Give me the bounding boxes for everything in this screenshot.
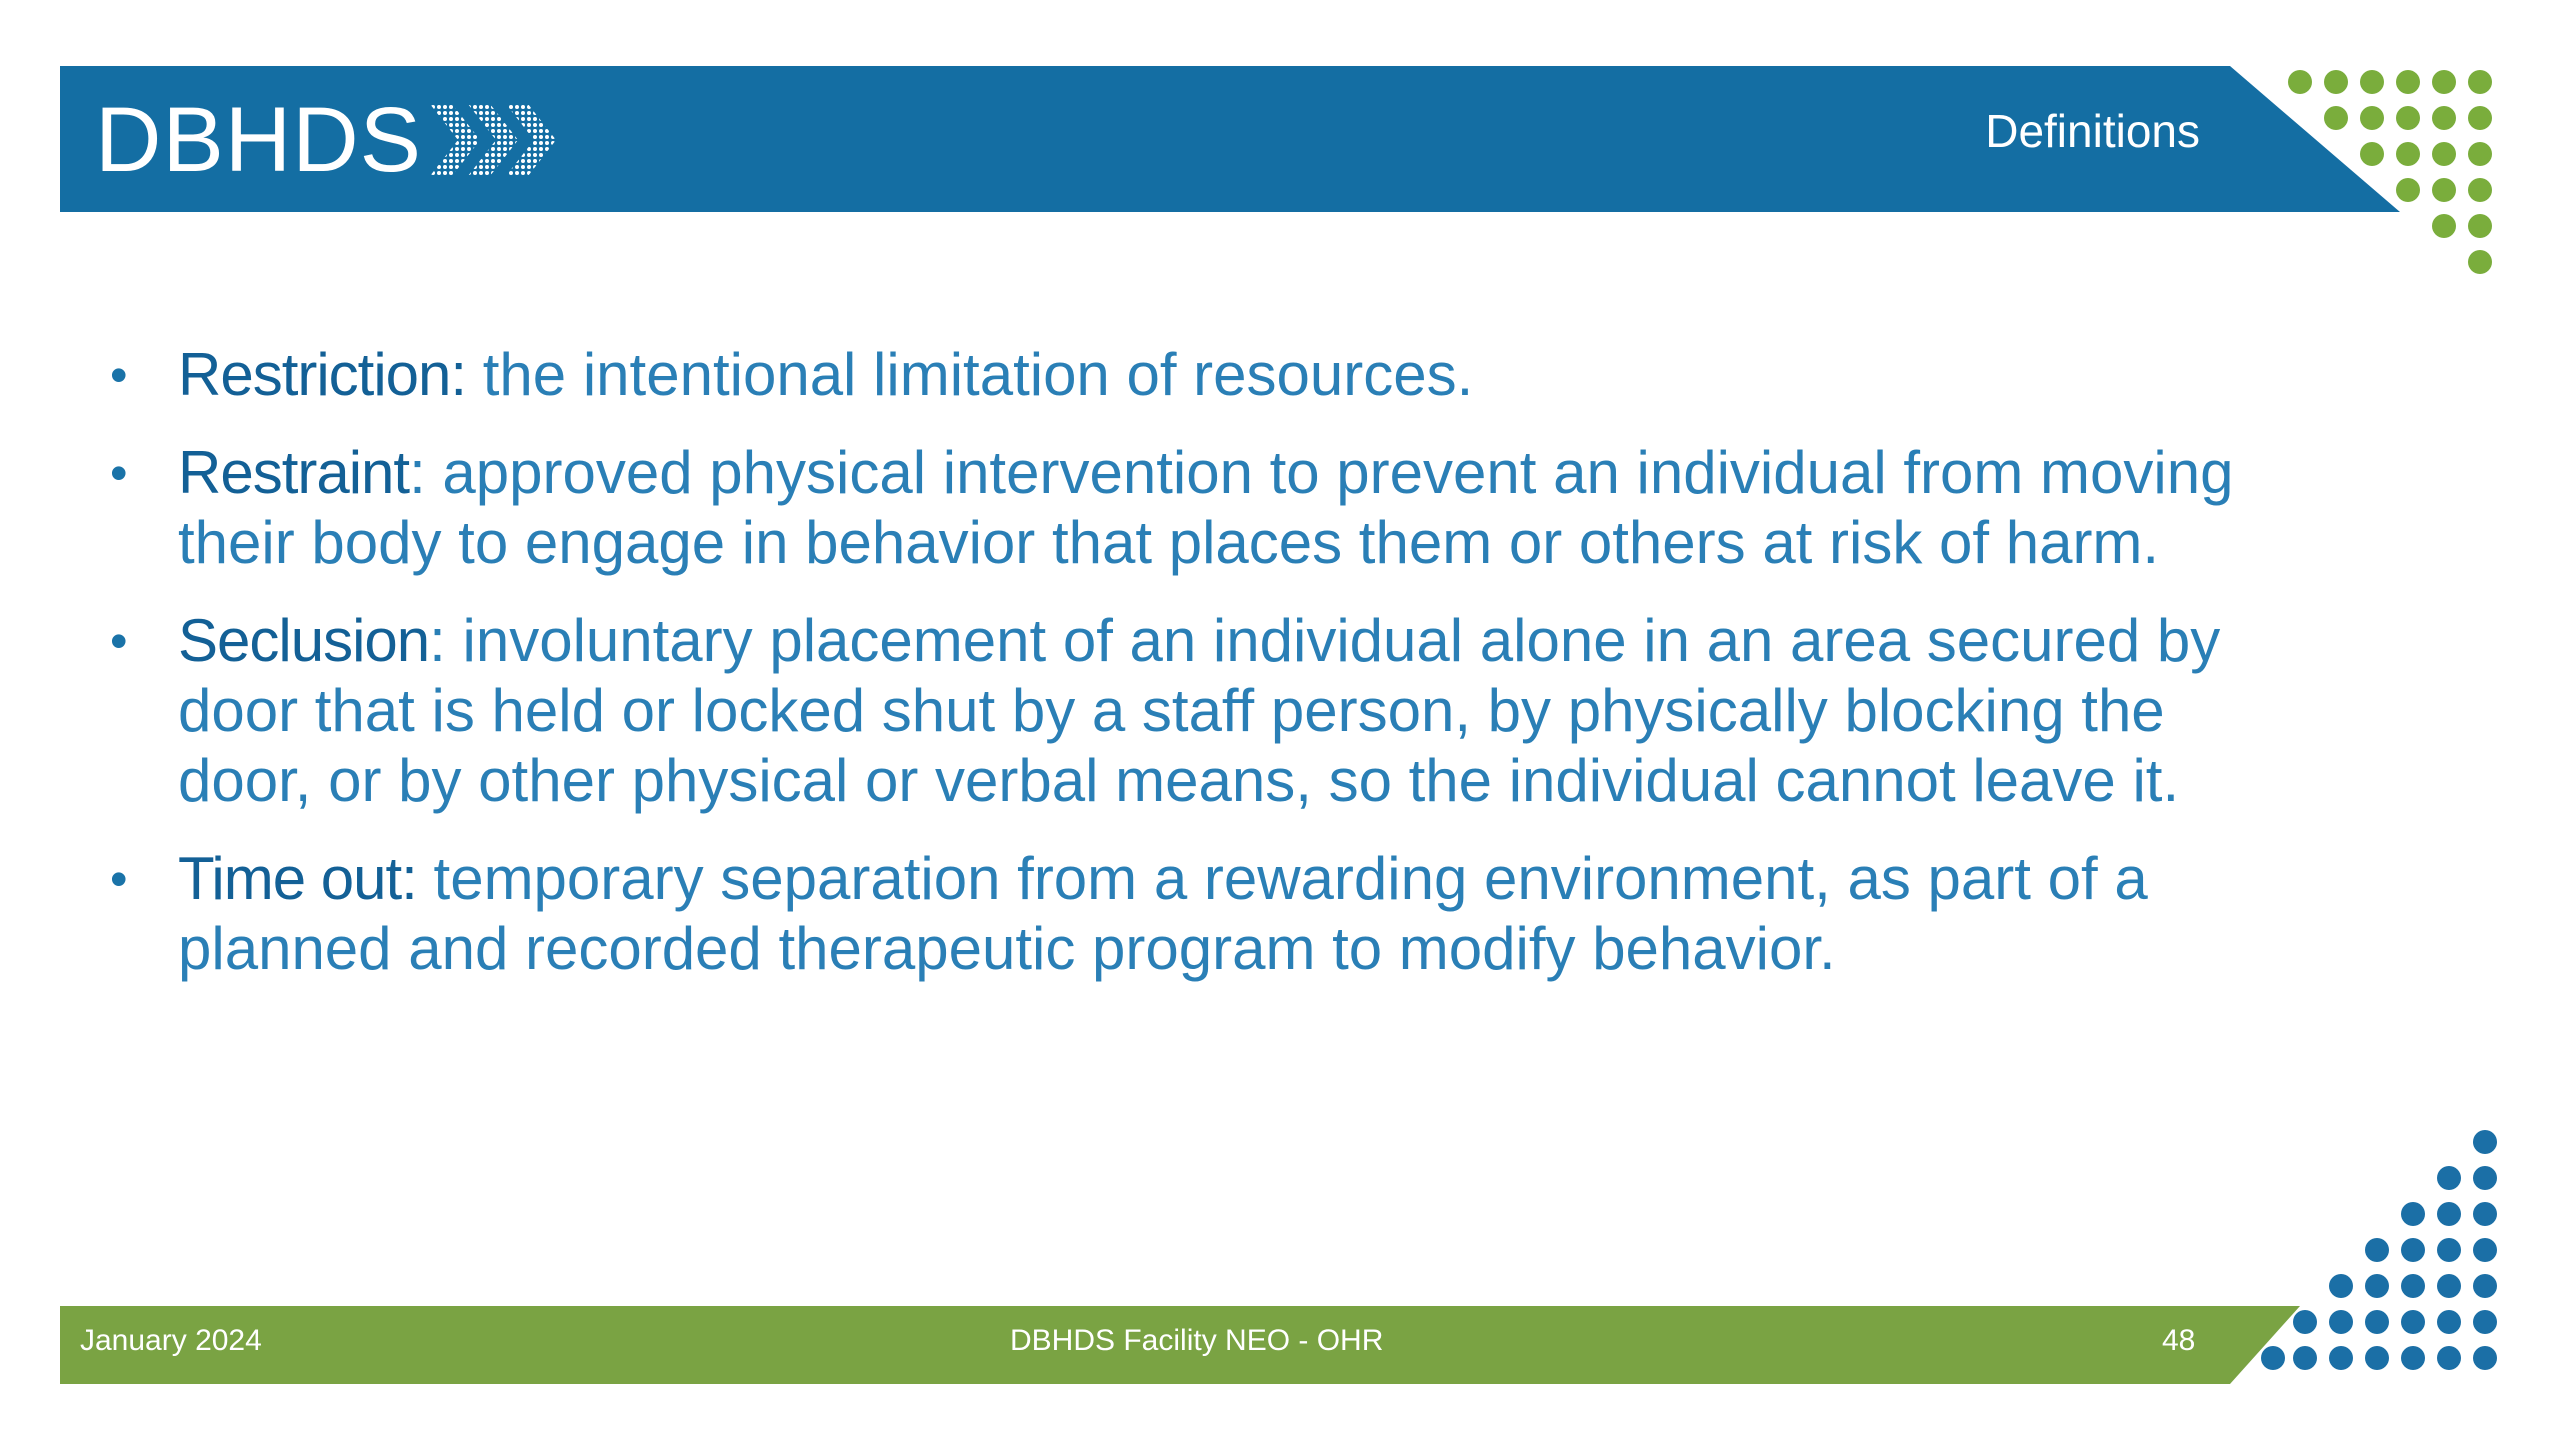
blue-dot-pattern-icon [2260,1124,2510,1384]
definition-text: : approved physical intervention to prevent an individual from moving their body to engage in behavior that places them or others at risk of harm. [178,439,2234,576]
definitions-list [110,340,2290,1012]
slide-title: Definitions [1985,105,2200,157]
chevron-arrows-icon [430,104,580,176]
definition-term: Restriction: [178,341,467,408]
definition-term: Restraint [178,439,410,506]
definition-term: Seclusion [178,607,430,674]
list-item [110,844,2290,984]
green-dot-pattern-icon [2280,64,2520,284]
list-item [110,438,2290,578]
definition-text: : involuntary placement of an individual alone in an area secured by door that is held or locked shut by a staff person, by physically blocking the door, or by other physical or verbal means, so the individual cannot leave it. [178,607,2221,814]
footer-date: January 2024 [80,1324,262,1357]
footer-title: DBHDS Facility NEO - OHR [1010,1324,1384,1357]
definition-text: temporary separation from a rewarding environment, as part of a planned and recorded therapeutic program to modify behavior. [178,845,2148,982]
list-item [110,340,2290,410]
page-number: 48 [2162,1324,2196,1357]
dbhds-logo [95,90,580,190]
definition-term: Time out: [178,845,417,912]
logo-text: DBHDS [95,89,423,191]
definition-text: the intentional limitation of resources. [466,341,1474,408]
list-item [110,606,2290,816]
